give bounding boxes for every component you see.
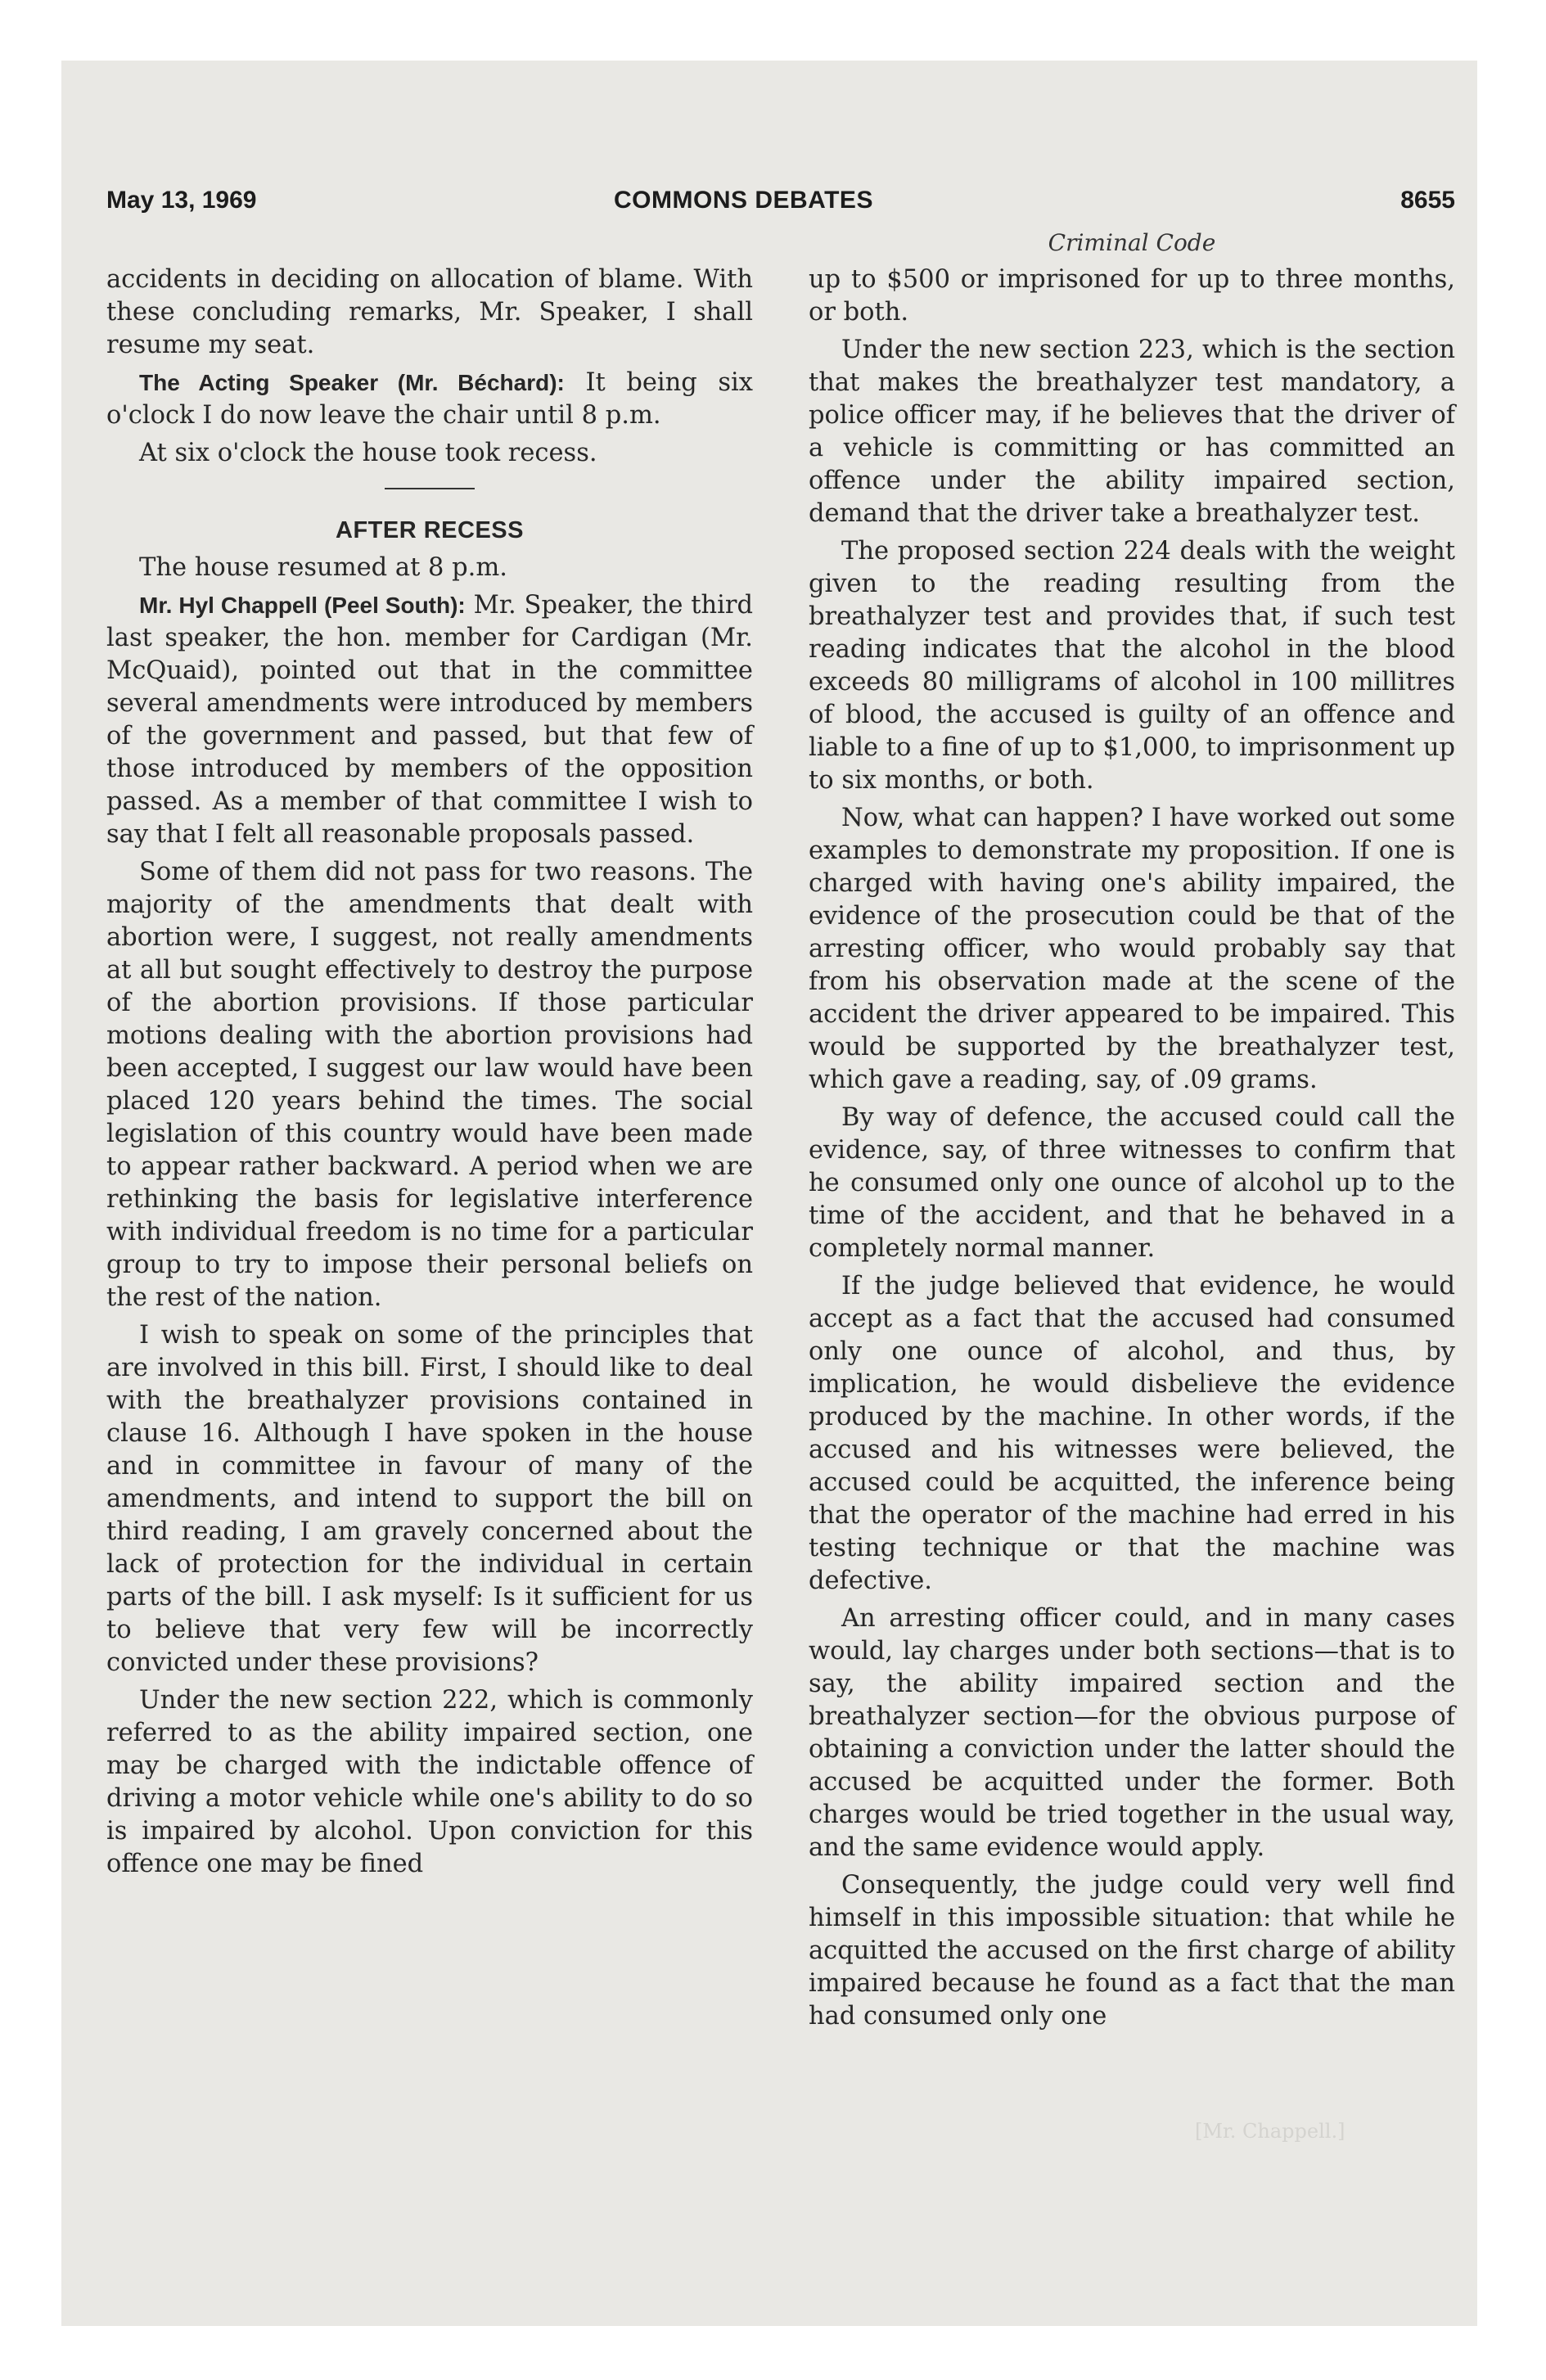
header-title: COMMONS DEBATES <box>614 187 873 214</box>
header-page-number: 8655 <box>1400 187 1455 214</box>
margin-note: [Mr. Chappell.] <box>1195 2120 1345 2143</box>
paragraph: An arresting officer could, and in many cases would, lay charges under both sections—that is to say, the ability impaired section and the breathalyzer section—for the obvious purpose of obtaining a conviction under the latter should the accused be acquitted under the former. Both charges would be tried together in the usual way, and the same evidence would apply. <box>809 1604 1455 1862</box>
paragraph: I wish to speak on some of the principles that are involved in this bill. First, I should like to deal with the breathalyzer provisions contained in clause 16. Although I have spoken in the house and in committee in favour of many of the amendments, and intend to support the bill on third reading, I am gravely concerned about the lack of protection for the individual in certain parts of the bill. I ask myself: Is it sufficient for us to believe that very few will be incorrectly convicted under these provisions? <box>106 1321 753 1677</box>
paragraph <box>106 589 753 851</box>
paragraph: Consequently, the judge could very well find himself in this impossible situation: that while he acquitted the accused on the first charge of ability impaired because he found as a fact that the man had consumed only one <box>809 1871 1455 2031</box>
paragraph: up to $500 or imprisoned for up to three months, or both. <box>809 265 1455 327</box>
paragraph: The proposed section 224 deals with the weight given to the reading resulting from the breathalyzer test and provides that, if such test reading indicates that the alcohol in the blood exceeds 80 milligrams of alcohol in 100 millitres of blood, the accused is guilty of an offence and liable to a fine of up to $1,000, to imprisonment up to six months, or both. <box>809 537 1455 795</box>
paragraph: At six o'clock the house took recess. <box>139 439 597 467</box>
section-heading: AFTER RECESS <box>336 517 524 543</box>
paragraph: Under the new section 222, which is commonly referred to as the ability impaired section, one may be charged with the indictable offence of driving a motor vehicle while one's ability to do so is impaired by alcohol. Upon conviction for this offence one may be fined <box>106 1686 753 1878</box>
paragraph: Now, what can happen? I have worked out some examples to demonstrate my proposition. If one is charged with having one's ability impaired, the evidence of the prosecution could be that of the arresting officer, who would probably say that from his observation made at the scene of the accident the driver appeared to be impaired. This would be supported by the breathalyzer test, which gave a reading, say, of .09 grams. <box>809 804 1455 1094</box>
left-column <box>106 264 753 1881</box>
paragraph: By way of defence, the accused could call the evidence, say, of three witnesses to confirm that he consumed only one ounce of alcohol up to the time of the accident, and that he behaved in a completely normal manner. <box>809 1103 1455 1263</box>
paragraph <box>106 367 753 432</box>
paragraph: The house resumed at 8 p.m. <box>139 553 507 582</box>
speaker-name: Mr. Hyl Chappell (Peel South): <box>139 593 466 618</box>
paragraph: Some of them did not pass for two reasons. The majority of the amendments that dealt with abortion were, I suggest, not really amendments at all but sought effectively to destroy the purpose of the abortion provisions. If those particular motions dealing with the abortion provisions had been accepted, I suggest our law would have been placed 120 years behind the times. The social legislation of this country would have been made to appear rather backward. A period when we are rethinking the basis for legislative interference with individual freedom is no time for a particular group to try to impose their personal beliefs on the rest of the nation. <box>106 858 753 1312</box>
paragraph: If the judge believed that evidence, he would accept as a fact that the accused had consumed only one ounce of alcohol, and thus, by implication, he would disbelieve the evidence produced by the machine. In other words, if the accused and his witnesses were believed, the accused could be acquitted, the inference being that the operator of the machine had erred in his testing technique or that the machine was defective. <box>809 1272 1455 1595</box>
section-divider <box>385 488 475 489</box>
paragraph-text: Mr. Speaker, the third last speaker, the hon. member for Cardigan (Mr. McQuaid), pointed out that in the committee several amendments were introduced by members of the government and passed, but that few of those introduced by members of the opposition passed. As a member of that committee I wish to say that I felt all reasonable proposals passed. <box>106 591 754 849</box>
running-head: Criminal Code <box>1048 229 1216 256</box>
page-header <box>106 187 1455 219</box>
paragraph: accidents in deciding on allocation of blame. With these concluding remarks, Mr. Speaker, I shall resume my seat. <box>106 265 753 359</box>
paragraph-text: It being six o'clock I do now leave the chair until 8 p.m. <box>106 368 753 430</box>
speaker-name: The Acting Speaker (Mr. Béchard): <box>139 370 565 395</box>
paragraph: Under the new section 223, which is the section that makes the breathalyzer test mandatory, a police officer may, if he believes that the driver of a vehicle is committing or has committed an offence under the ability impaired section, demand that the driver take a breathalyzer test. <box>809 336 1455 528</box>
right-column <box>809 264 1455 2033</box>
header-date: May 13, 1969 <box>106 187 257 214</box>
